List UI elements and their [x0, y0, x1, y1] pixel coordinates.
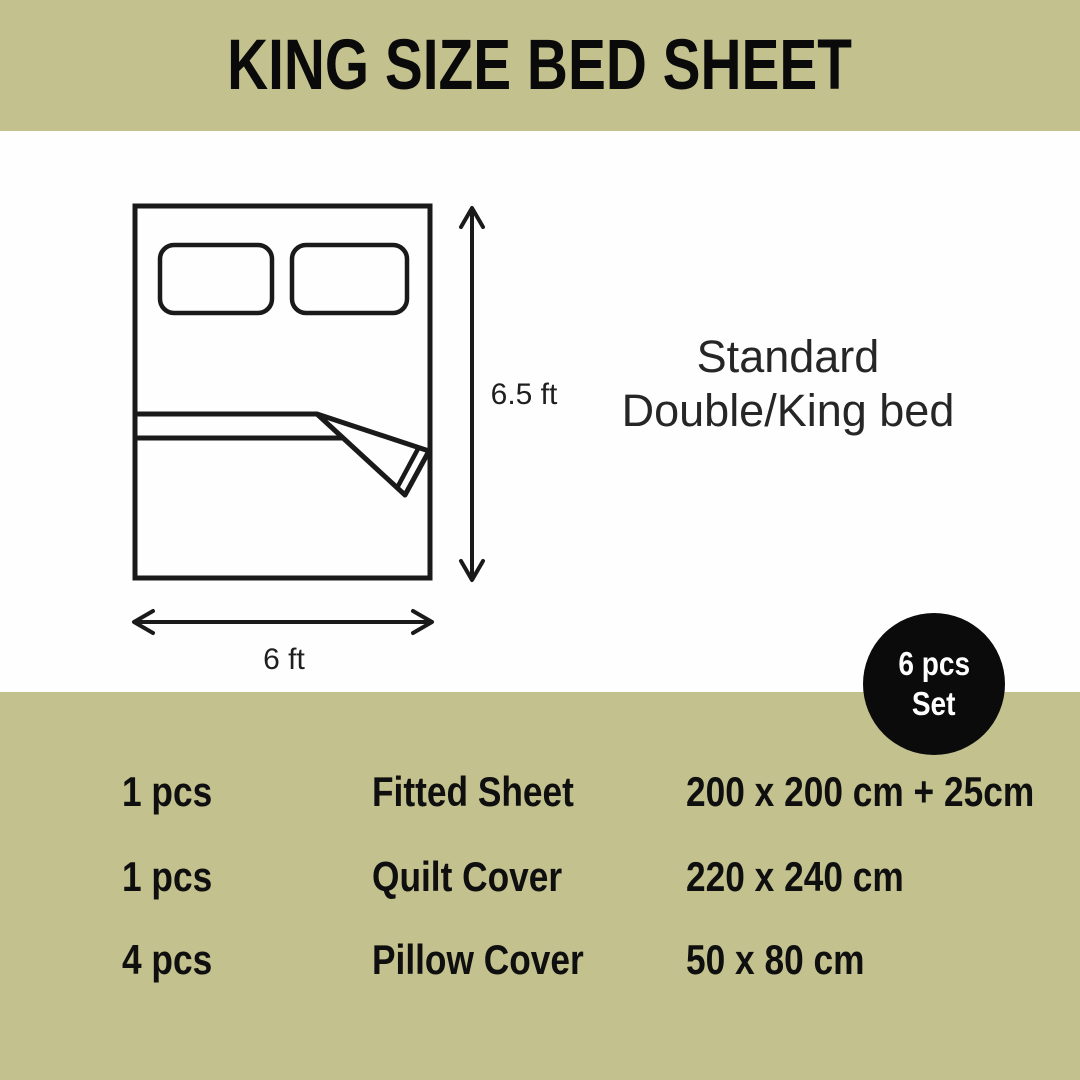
- width-label: 6 ft: [263, 643, 305, 676]
- bed-type-line1: Standard: [696, 331, 880, 382]
- spec-size: 50 x 80 cm: [686, 936, 865, 983]
- spec-qty: 4 pcs: [122, 936, 213, 983]
- bed-outline: [135, 206, 430, 578]
- page-title: KING SIZE BED SHEET: [227, 26, 853, 105]
- height-label: 6.5 ft: [490, 378, 558, 411]
- set-badge-word: Set: [912, 685, 956, 722]
- spec-row-fitted-sheet: [0, 767, 1080, 817]
- width-arrow: [134, 611, 432, 633]
- spec-qty: 1 pcs: [122, 853, 213, 900]
- bed-type-line2: Double/King bed: [621, 385, 955, 436]
- spec-row-quilt-cover: [0, 852, 1080, 902]
- spec-size: 220 x 240 cm: [686, 853, 904, 900]
- spec-name: Quilt Cover: [372, 853, 563, 900]
- pillow-left: [160, 245, 272, 313]
- spec-row-pillow-cover: [0, 935, 1080, 985]
- set-badge: [863, 613, 1005, 755]
- height-arrow: [461, 208, 483, 580]
- sheet-fold-corner: [317, 414, 429, 495]
- spec-size: 200 x 200 cm + 25cm: [686, 768, 1035, 815]
- spec-name: Pillow Cover: [372, 936, 584, 983]
- bed-type-label: [590, 330, 986, 438]
- pillow-right: [292, 245, 407, 313]
- spec-name: Fitted Sheet: [372, 768, 574, 815]
- set-badge-count: 6 pcs: [898, 645, 970, 682]
- spec-qty: 1 pcs: [122, 768, 213, 815]
